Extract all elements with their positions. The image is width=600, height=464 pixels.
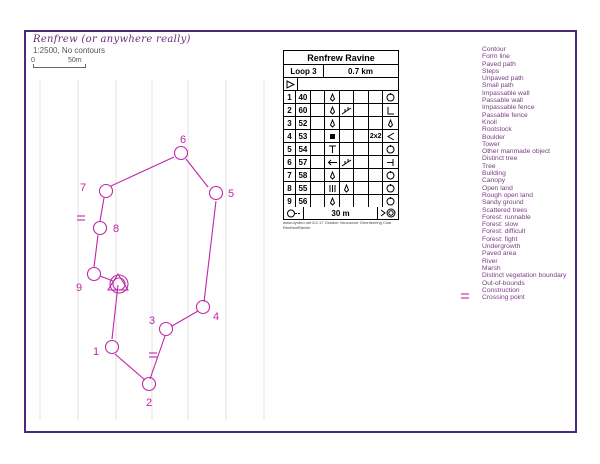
control-circle-6[interactable] xyxy=(175,147,188,160)
cd-which xyxy=(311,104,326,116)
cd-control-row xyxy=(284,143,398,156)
legend-item: Passable fence xyxy=(482,111,528,119)
legend-item: Marsh xyxy=(482,264,501,272)
cd-dimensions xyxy=(354,169,369,181)
legend-item: Rootstock xyxy=(482,126,512,134)
tower-icon xyxy=(325,143,340,155)
legend-item: Canopy xyxy=(482,177,506,185)
cd-dimensions xyxy=(354,91,369,103)
control-number-2: 2 xyxy=(146,397,153,409)
boulder-icon xyxy=(340,182,355,194)
legend-item: Out-of-bounds xyxy=(482,279,525,287)
control-circle-1[interactable] xyxy=(106,341,119,354)
legend-item: Paved area xyxy=(482,250,517,258)
cd-appearance xyxy=(369,156,384,168)
cd-control-row xyxy=(284,104,398,117)
cd-detail xyxy=(340,143,355,155)
cd-which xyxy=(311,195,326,207)
legend-item: River xyxy=(482,257,498,265)
cd-course-row xyxy=(284,65,398,78)
legend-item: Crossing point xyxy=(482,294,525,302)
legend-item: Steps xyxy=(482,67,500,75)
cd-which xyxy=(311,169,326,181)
cd-course-length: 0.7 km xyxy=(348,66,373,76)
cd-appearance xyxy=(369,182,384,194)
control-circle-5[interactable] xyxy=(210,187,223,200)
control-number-6: 6 xyxy=(180,134,187,146)
cd-title: Renfrew Ravine xyxy=(284,51,398,65)
cd-control-row xyxy=(284,117,398,130)
cd-dimensions xyxy=(354,130,369,142)
control-circle-9[interactable] xyxy=(88,268,101,281)
legend-item: Forest: slow xyxy=(482,221,519,229)
cd-control-number: 3 xyxy=(284,117,296,129)
cd-control-row xyxy=(284,91,398,104)
cd-which xyxy=(311,91,326,103)
cd-which xyxy=(311,143,326,155)
knoll-icon xyxy=(383,91,398,103)
legend-item: Building xyxy=(482,170,506,178)
legend-item: Impassable wall xyxy=(482,89,530,97)
legend-item: Small path xyxy=(482,82,514,90)
cd-control-number: 9 xyxy=(284,195,296,207)
cd-control-number: 1 xyxy=(284,91,296,103)
legend-item: Rough open land xyxy=(482,191,533,199)
legend-item: Forest: difficult xyxy=(482,228,526,236)
boulder-icon xyxy=(325,169,340,181)
legend-item: Tree xyxy=(482,162,496,170)
control-circle-3[interactable] xyxy=(160,323,173,336)
control-number-5: 5 xyxy=(228,188,235,200)
control-circle-2[interactable] xyxy=(143,378,156,391)
cd-control-row xyxy=(284,169,398,182)
knoll-icon xyxy=(383,143,398,155)
legend-item: Open land xyxy=(482,184,513,192)
bar-icon xyxy=(383,156,398,168)
fence-icon xyxy=(340,156,355,168)
scale-text: 1:2500, No contours xyxy=(33,46,106,55)
control-circle-4[interactable] xyxy=(197,301,210,314)
corner-icon xyxy=(383,104,398,116)
legend-item: Paved path xyxy=(482,60,516,68)
cd-control-number: 6 xyxy=(284,156,296,168)
cd-detail xyxy=(340,130,355,142)
fence-icon xyxy=(340,104,355,116)
control-number-3: 3 xyxy=(149,315,156,327)
square-icon xyxy=(325,130,340,142)
cd-dimensions xyxy=(354,156,369,168)
boulder-icon xyxy=(325,195,340,207)
cd-appearance: 2x2 xyxy=(369,130,384,142)
cd-control-row xyxy=(284,182,398,195)
cd-course-name: Loop 3 xyxy=(284,65,324,77)
map-gridlines xyxy=(40,80,264,420)
boulder-icon xyxy=(383,117,398,129)
legend-item: Forest: runnable xyxy=(482,213,531,221)
cd-which xyxy=(311,130,326,142)
legend-item: Unpaved path xyxy=(482,75,524,83)
cd-dimensions xyxy=(354,182,369,194)
boulder-icon xyxy=(325,91,340,103)
arrow-icon xyxy=(325,156,340,168)
cd-which xyxy=(311,182,326,194)
legend-item: Impassable fence xyxy=(482,104,535,112)
legend-item: Scattered trees xyxy=(482,206,528,214)
legend-item: Sandy ground xyxy=(482,199,524,207)
cd-detail xyxy=(340,117,355,129)
cd-control-code: 54 xyxy=(296,143,311,155)
cd-control-number: 4 xyxy=(284,130,296,142)
scale-end-label: 50m xyxy=(68,57,82,64)
cd-control-code: 57 xyxy=(296,156,311,168)
cd-dimensions xyxy=(354,104,369,116)
finish-marker-icon xyxy=(284,207,304,219)
control-circle-7[interactable] xyxy=(100,185,113,198)
cd-control-code: 56 xyxy=(296,195,311,207)
legend-item: Form line xyxy=(482,53,510,61)
knoll-icon xyxy=(383,195,398,207)
cd-control-number: 8 xyxy=(284,182,296,194)
knoll-icon xyxy=(383,169,398,181)
scale-start-label: 0 xyxy=(31,57,35,64)
cd-control-number: 7 xyxy=(284,169,296,181)
credit-text: www.oyoteo.net 8.2.17 October Vancouver Orienteering Club RenfrewRavine xyxy=(283,220,392,230)
control-number-1: 1 xyxy=(93,346,100,358)
legend-item: Distinct vegetation boundary xyxy=(482,272,567,280)
cd-control-code: 58 xyxy=(296,169,311,181)
boulder-icon xyxy=(325,104,340,116)
cd-appearance xyxy=(369,104,384,116)
cd-appearance xyxy=(369,117,384,129)
cd-finish-row xyxy=(284,207,398,219)
map-legend xyxy=(482,46,566,301)
control-number-7: 7 xyxy=(80,182,87,194)
control-number-9: 9 xyxy=(76,282,83,294)
cd-dimensions xyxy=(354,117,369,129)
map-title: Renfrew (or anywhere really) xyxy=(33,34,191,45)
cd-control-row xyxy=(284,156,398,169)
cd-detail xyxy=(340,195,355,207)
cd-appearance xyxy=(369,169,384,181)
cd-control-number: 2 xyxy=(284,104,296,116)
legend-item: Other manmade object xyxy=(482,148,551,156)
cd-appearance xyxy=(369,195,384,207)
legend-item: Distinct tree xyxy=(482,155,518,163)
legend-item: Undergrowth xyxy=(482,243,521,251)
legend-item: Knoll xyxy=(482,118,497,126)
knoll-icon xyxy=(383,182,398,194)
boulder-icon xyxy=(325,117,340,129)
cd-control-number: 5 xyxy=(284,143,296,155)
cd-dimensions xyxy=(354,143,369,155)
cd-detail xyxy=(340,169,355,181)
cd-control-row xyxy=(284,195,398,207)
cd-control-code: 53 xyxy=(296,130,311,142)
finish-circle-icon xyxy=(378,207,398,219)
control-description-sheet xyxy=(283,50,399,220)
control-number-8: 8 xyxy=(113,223,120,235)
start-triangle-icon xyxy=(284,78,298,90)
legend-item: Tower xyxy=(482,140,500,148)
crossing-point-icon xyxy=(461,294,469,298)
cd-control-row xyxy=(284,130,398,143)
cd-appearance xyxy=(369,143,384,155)
control-circle-8[interactable] xyxy=(94,222,107,235)
cd-dimensions xyxy=(354,195,369,207)
cd-which xyxy=(311,156,326,168)
cd-appearance xyxy=(369,91,384,103)
cd-which xyxy=(311,117,326,129)
angle-icon xyxy=(383,130,398,142)
crossing-point-icon xyxy=(149,353,157,357)
cd-control-code: 60 xyxy=(296,104,311,116)
start-circle-icon xyxy=(113,278,125,290)
legend-item: Contour xyxy=(482,46,506,53)
control-number-4: 4 xyxy=(213,311,220,323)
cd-control-code: 40 xyxy=(296,91,311,103)
cd-control-code: 55 xyxy=(296,182,311,194)
legend-item: Passable wall xyxy=(482,97,523,105)
cd-detail xyxy=(340,91,355,103)
cd-control-code: 52 xyxy=(296,117,311,129)
cd-finish-distance: 30 m xyxy=(304,207,378,219)
legend-item: Forest: fight xyxy=(482,235,518,243)
legend-item: Construction xyxy=(482,286,520,294)
bars-icon xyxy=(325,182,340,194)
cd-start-row xyxy=(284,78,398,91)
legend-item: Boulder xyxy=(482,133,506,141)
